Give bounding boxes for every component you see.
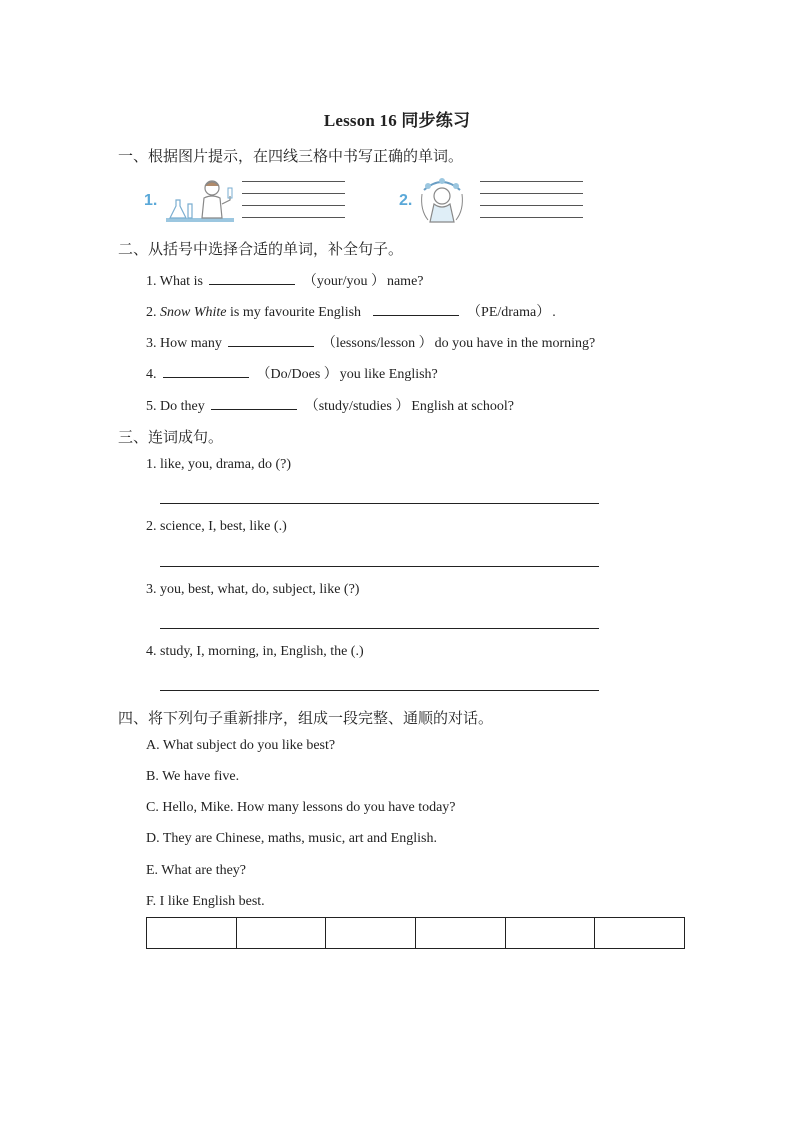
q2-text: is my favourite English — [230, 305, 362, 320]
q4-text: 4. — [146, 367, 157, 382]
section3-heading: 三、连词成句。 — [118, 428, 224, 446]
dialogue-c: C. Hello, Mike. How many lessons do you have today? — [146, 800, 456, 815]
writing-lines-2[interactable] — [480, 181, 583, 229]
dialogue-a: A. What subject do you like best? — [146, 738, 336, 753]
scramble-2: 2. science, I, best, like (.) — [146, 519, 287, 534]
answer-cell[interactable] — [505, 918, 595, 949]
q2-options: （PE/drama） — [467, 305, 551, 320]
question-2-5 — [146, 395, 514, 415]
answer-cell[interactable] — [415, 918, 505, 949]
fill-blank[interactable] — [211, 397, 297, 410]
q4-options: （Do/Does ） — [256, 367, 338, 382]
question-2-1 — [146, 270, 424, 290]
q5-options: （study/studies ） — [304, 399, 410, 414]
section1-heading: 一、根据图片提示，在四线三格中书写正确的单词。 — [118, 147, 464, 165]
q2-italic-title: Snow White — [160, 305, 227, 320]
dialogue-f: F. I like English best. — [146, 894, 265, 909]
scramble-1: 1. like, you, drama, do (?) — [146, 457, 292, 472]
q1-text-end: name? — [386, 274, 424, 289]
item1-label: 1. — [144, 192, 158, 209]
answer-cell[interactable] — [236, 918, 326, 949]
q3-options: （lessons/lesson ） — [321, 336, 433, 351]
q1-text: 1. What is — [146, 274, 203, 289]
answer-line-2[interactable] — [160, 566, 599, 567]
fill-blank[interactable] — [209, 272, 295, 285]
question-2-3 — [146, 332, 595, 352]
q5-text-end: English at school? — [411, 399, 514, 414]
page-title: Lesson 16 同步练习 — [323, 111, 471, 130]
answer-cell[interactable] — [147, 918, 237, 949]
question-2-2 — [146, 301, 556, 321]
dialogue-d: D. They are Chinese, maths, music, art and English. — [146, 831, 437, 846]
section2-heading: 二、从括号中选择合适的单词，补全句子。 — [118, 240, 404, 258]
q2-number: 2. — [146, 305, 157, 320]
answer-cell[interactable] — [326, 918, 416, 949]
answer-line-3[interactable] — [160, 628, 599, 629]
question-2-4 — [146, 363, 438, 383]
section4-heading: 四、将下列句子重新排序，组成一段完整、通顺的对话。 — [118, 709, 494, 727]
order-answer-table — [146, 917, 685, 949]
q5-text: 5. Do they — [146, 399, 205, 414]
fill-blank[interactable] — [228, 334, 314, 347]
item2-label: 2. — [399, 192, 413, 209]
scientist-lab-icon — [164, 178, 236, 231]
q3-text-end: do you have in the morning? — [434, 336, 596, 351]
fill-blank[interactable] — [373, 303, 459, 316]
q2-text-end: . — [552, 305, 556, 320]
q4-text-end: you like English? — [339, 367, 438, 382]
answer-cell[interactable] — [595, 918, 685, 949]
writing-lines-1[interactable] — [242, 181, 345, 229]
dialogue-e: E. What are they? — [146, 863, 247, 878]
q3-text: 3. How many — [146, 336, 222, 351]
fill-blank[interactable] — [163, 365, 249, 378]
scramble-3: 3. you, best, what, do, subject, like (?) — [146, 582, 360, 597]
answer-line-4[interactable] — [160, 690, 599, 691]
scramble-4: 4. study, I, morning, in, English, the (.) — [146, 644, 364, 659]
dialogue-b: B. We have five. — [146, 769, 240, 784]
q1-options: （your/you ） — [302, 274, 385, 289]
table-row — [147, 918, 685, 949]
opera-performer-icon — [414, 176, 470, 231]
answer-line-1[interactable] — [160, 503, 599, 504]
